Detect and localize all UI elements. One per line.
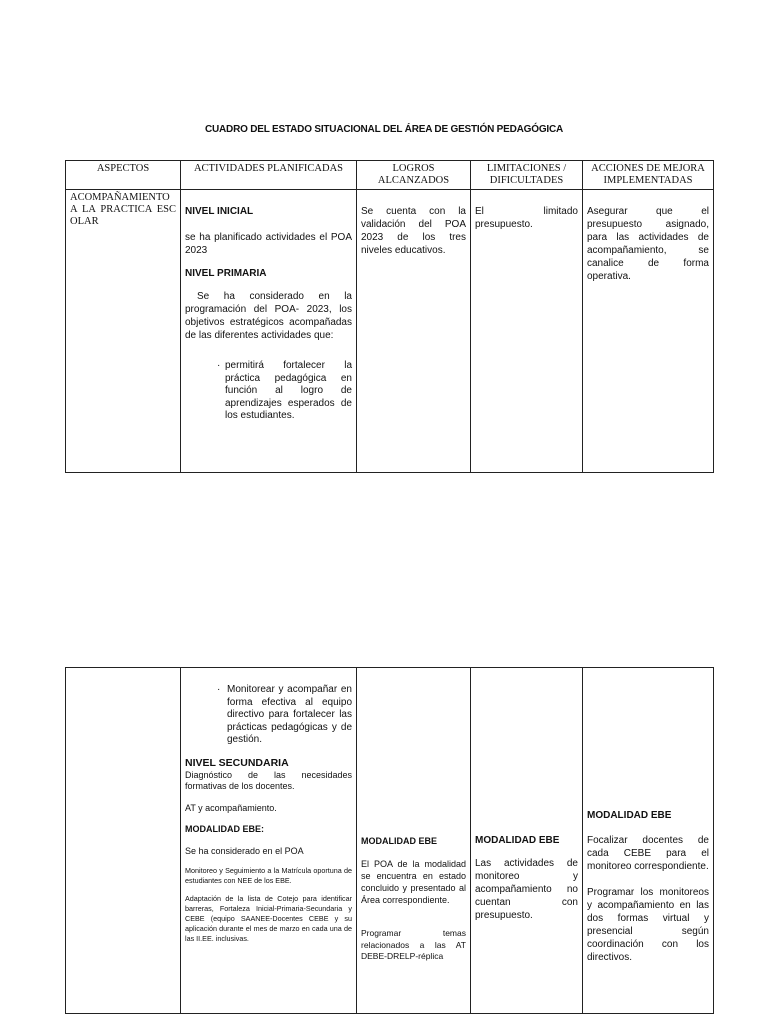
acciones-cell [583,668,714,1014]
at-text: AT y acompañamiento. [185,802,277,813]
primaria-text: Se ha considerado en la programación del POA- 2023, los objetivos estratégicos acompañadas de las diferentes actividades que: [185,291,352,341]
limitaciones-title: MODALIDAD EBE [475,835,560,846]
acciones-text: Asegurar que el presupuesto asignado, para las actividades de acompañamiento, se canalice de forma operativa. [587,206,709,282]
small-text-1: Monitoreo y Seguimiento a la Matrícula oportuna de estudiantes con NEE de los EBE. [185,865,352,885]
limitaciones-cell [471,668,583,1014]
situational-table-page2 [65,667,714,1014]
actividades-cell [181,190,357,473]
nivel-primaria-heading: NIVEL PRIMARIA [185,268,267,279]
limitaciones-text: Las actividades de monitoreo y acompañamiento no cuentan con presupuesto. [475,858,578,921]
list-item: · Monitorear y acompañar en forma efectiva al equipo directivo para fortalecer las prácticas pedagógicas y de gestión. [217,684,352,745]
logros-title: MODALIDAD EBE [361,836,437,846]
secundaria-text: Diagnóstico de las necesidades formativas de los docentes. [185,769,352,791]
situational-table-page1 [65,160,714,473]
table-row [66,668,714,1014]
acciones-text-1: Focalizar docentes de cada CEBE para el monitoreo correspondiente. [587,835,709,872]
header-logros: LOGROS ALCANZADOS [357,161,471,190]
inicial-text: se ha planificado actividades el POA 2023 [185,232,352,256]
header-acciones: ACCIONES DE MEJORA IMPLEMENTADAS [583,161,714,190]
table-row [66,190,714,473]
nivel-inicial-heading: NIVEL INICIAL [185,206,254,217]
small-text-2: Adaptación de la lista de Cotejo para identificar barreras, Fortaleza Inicial-Primaria-Secundaria y CEBE (equipo SAANEE-Docentes CEBE y su aplicación durante el mes de marzo en cada una de las II.EE. inclusivas. [185,893,352,943]
header-limitaciones: LIMITACIONES / DIFICULTADES [471,161,583,190]
logros-text-1: El POA de la modalidad se encuentra en estado concluido y presentado al Área correspondiente. [361,859,466,905]
logros-cell [357,190,471,473]
document-title: CUADRO DEL ESTADO SITUACIONAL DEL ÁREA DE GESTIÓN PEDAGÓGICA [204,124,564,135]
logros-text-2: Programar temas relacionados a las AT DEBE-DRELP-réplica [361,928,466,961]
bullet-text: permitirá fortalecer la práctica pedagógica en función al logro de aprendizajes esperados de los estudiantes. [225,360,352,421]
acciones-cell [583,190,714,473]
acciones-title: MODALIDAD EBE [587,810,672,821]
limitaciones-text: El limitado presupuesto. [475,206,578,230]
modalidad-ebe-label: MODALIDAD EBE: [185,823,264,834]
logros-cell [357,668,471,1014]
ebe-poa-text: Se ha considerado en el POA [185,845,304,856]
header-aspectos: ASPECTOS [66,161,181,190]
limitaciones-cell [471,190,583,473]
actividades-cell [181,668,357,1014]
header-actividades: ACTIVIDADES PLANIFICADAS [181,161,357,190]
header-row [66,161,714,190]
logros-text: Se cuenta con la validación del POA 2023 de los tres niveles educativos. [361,206,466,256]
aspecto-cell-empty [66,668,181,1014]
aspecto-cell: ACOMPAÑAMIENTO A LA PRACTICA ESCOLAR [66,190,181,473]
nivel-secundaria-heading: NIVEL SECUNDARIA [185,756,289,769]
acciones-text-2: Programar los monitoreos y acompañamiento en las dos formas virtual y presencial según coordinación con los directivos. [587,887,709,963]
list-item: · permitirá fortalecer la práctica pedagógica en función al logro de aprendizajes esperados de los estudiantes. [217,360,352,421]
bullet-text: Monitorear y acompañar en forma efectiva al equipo directivo para fortalecer las prácticas pedagógicas y de gestión. [227,684,352,745]
